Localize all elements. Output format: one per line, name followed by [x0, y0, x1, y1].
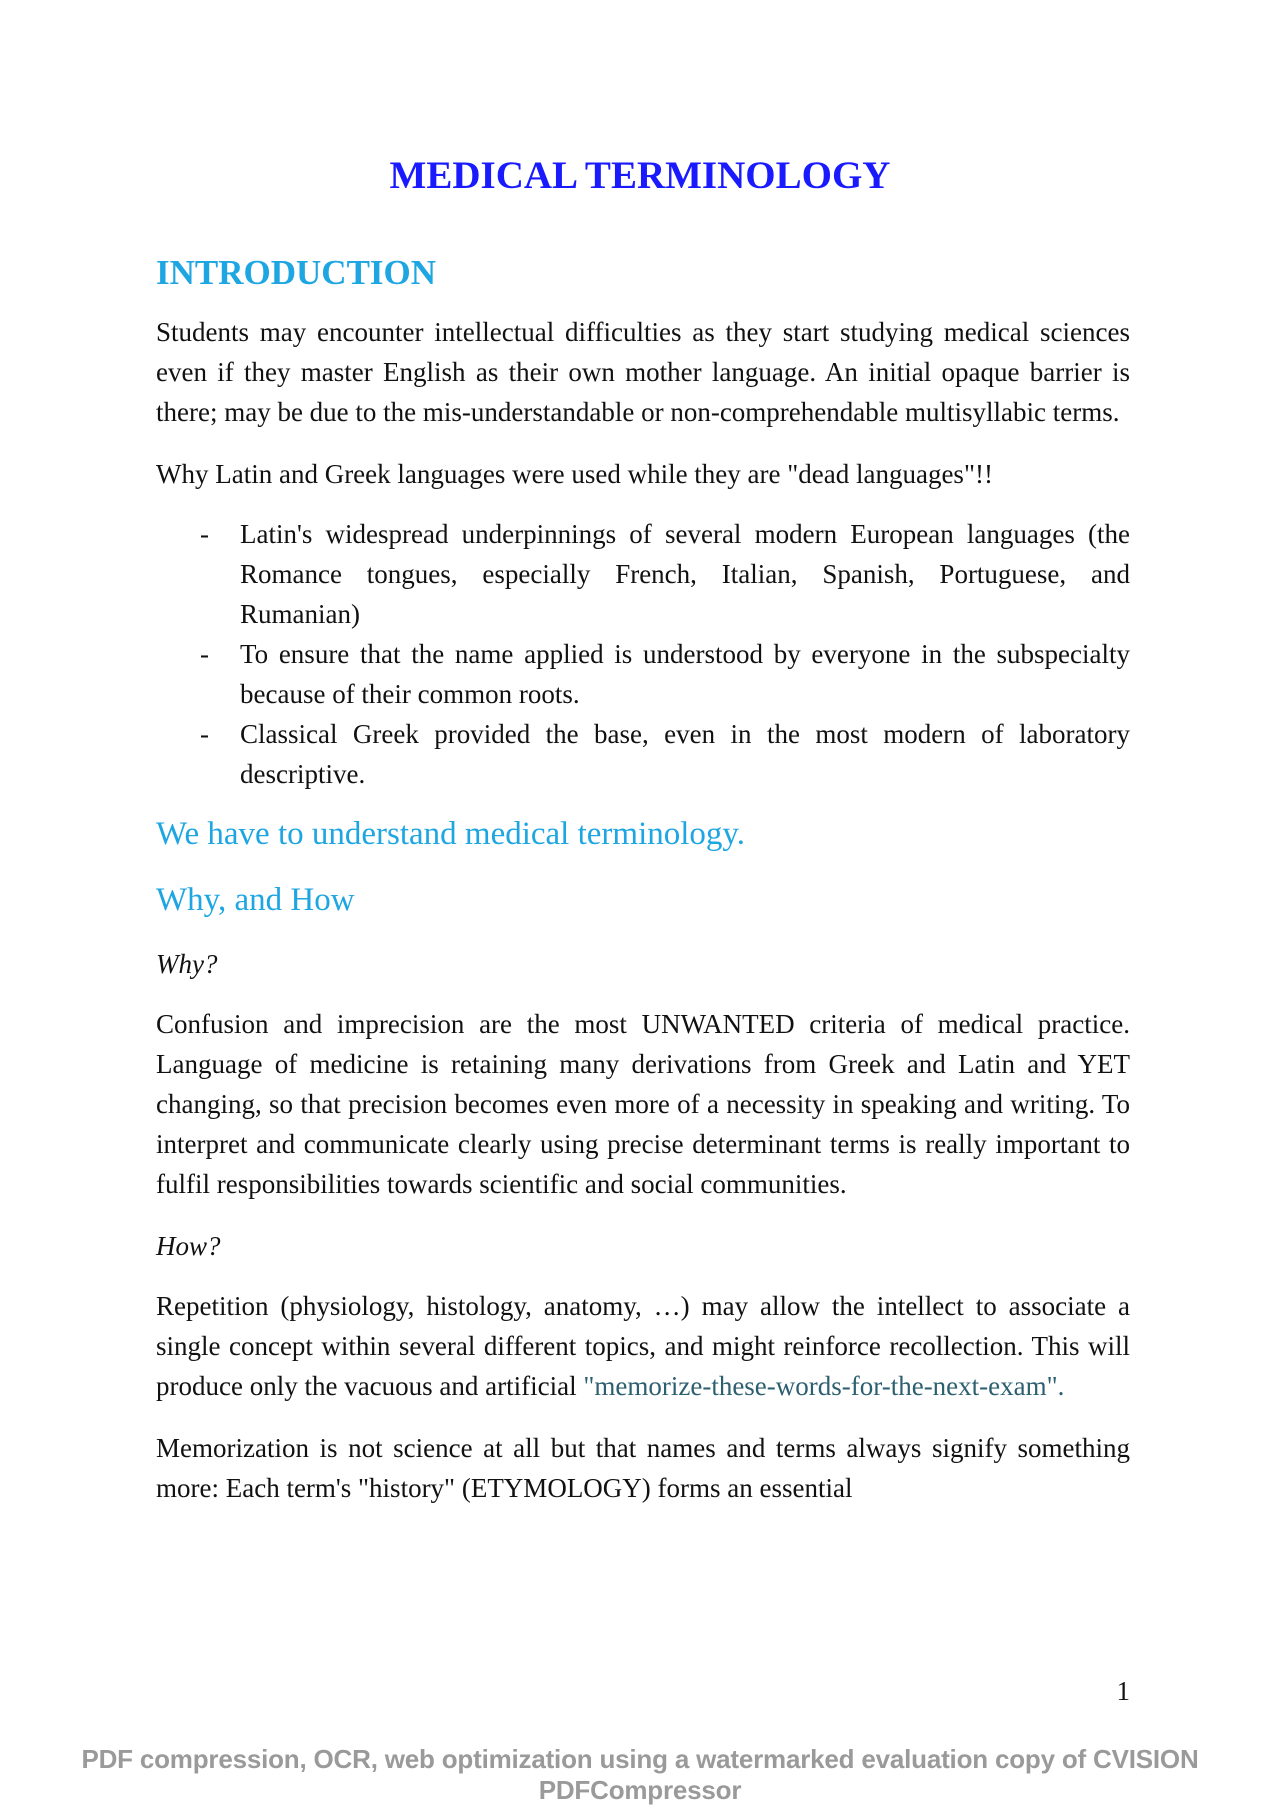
list-item — [156, 634, 1130, 714]
document-body — [156, 250, 1130, 1530]
list-dash: - — [200, 639, 209, 669]
how-paragraph-text: Repetition (physiology, histology, anatomy, …) may allow the intellect to associate a single concept within several different topics, and might reinforce recollection. This will produce only the vacuous and artificial — [156, 1291, 1130, 1401]
list-dash: - — [200, 519, 209, 549]
reasons-list — [156, 514, 1130, 794]
subheading-understand: We have to understand medical terminology. — [156, 816, 746, 852]
memorize-quote: "memorize-these-words-for-the-next-exam". — [583, 1371, 1065, 1401]
list-item-text: To ensure that the name applied is understood by everyone in the subspecialty because of their common roots. — [240, 639, 1130, 709]
watermark-text: PDF compression, OCR, web optimization using a watermarked evaluation copy of CVISION PDFCompressor — [81, 1744, 1199, 1805]
subheading-why-and-how: Why, and How — [156, 882, 355, 918]
list-dash: - — [200, 719, 209, 749]
list-item — [156, 714, 1130, 794]
list-item-text: Classical Greek provided the base, even in the most modern of laboratory descriptive. — [240, 719, 1130, 789]
document-title: MEDICAL TERMINOLOGY — [389, 154, 891, 197]
why-label: Why? — [156, 949, 218, 979]
intro-paragraph: Students may encounter intellectual difficulties as they start studying medical sciences even if they master English as their own mother language. An initial opaque barrier is there; may be due to the mis-understandable or non-comprehendable multisyllabic terms. — [156, 317, 1130, 427]
how-label: How? — [156, 1231, 221, 1261]
how-paragraph — [156, 1286, 1130, 1406]
list-item — [156, 514, 1130, 634]
list-item-text: Latin's widespread underpinnings of several modern European languages (the Romance tongues, especially French, Italian, Spanish, Portuguese, and Rumanian) — [240, 519, 1130, 629]
section-heading-introduction: INTRODUCTION — [156, 253, 437, 292]
why-latin-paragraph: Why Latin and Greek languages were used while they are "dead languages"!! — [156, 459, 993, 489]
page-number: 1 — [1116, 1676, 1130, 1706]
memorization-paragraph: Memorization is not science at all but that names and terms always signify something more: Each term's "history" (ETYMOLOGY) forms an essential — [156, 1433, 1130, 1503]
why-paragraph: Confusion and imprecision are the most UNWANTED criteria of medical practice. Language of medicine is retaining many derivations from Greek and Latin and YET changing, so that precision becomes even more of a necessity in speaking and writing. To interpret and communicate clearly using precise determinant terms is really important to fulfil responsibilities towards scientific and social communities. — [156, 1009, 1130, 1199]
